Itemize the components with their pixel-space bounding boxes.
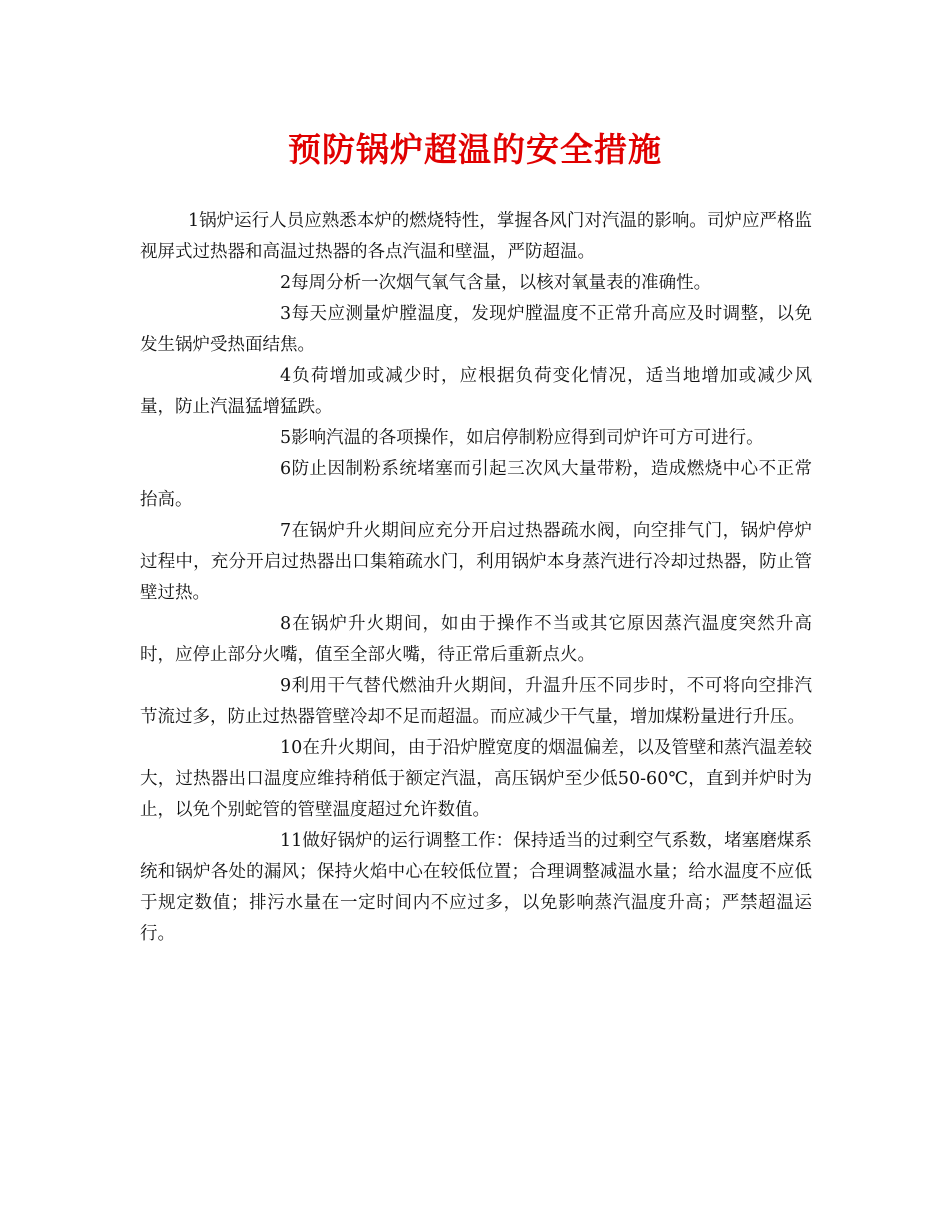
paragraph-8: 8在锅炉升火期间，如由于操作不当或其它原因蒸汽温度突然升高时，应停止部分火嘴，值至全部火嘴，待正常后重新点火。	[140, 614, 812, 665]
document-body	[140, 206, 812, 950]
paragraph-2: 2每周分析一次烟气氧气含量，以核对氧量表的准确性。	[280, 273, 712, 293]
paragraph-11: 11做好锅炉的运行调整工作：保持适当的过剩空气系数，堵塞磨煤系统和锅炉各处的漏风；保持火焰中心在较低位置；合理调整减温水量；给水温度不应低于规定数值；排污水量在一定时间内不应过多，以免影响蒸汽温度升高；严禁超温运行。	[140, 831, 812, 944]
paragraph-10: 10在升火期间，由于沿炉膛宽度的烟温偏差，以及管壁和蒸汽温差较大，过热器出口温度应维持稍低于额定汽温，高压锅炉至少低50-60℃，直到并炉时为止，以免个别蛇管的管壁温度超过允许数值。	[140, 738, 812, 820]
paragraph-1: 1锅炉运行人员应熟悉本炉的燃烧特性，掌握各风门对汽温的影响。司炉应严格监视屏式过热器和高温过热器的各点汽温和壁温，严防超温。	[140, 211, 812, 262]
paragraph-9: 9利用干气替代燃油升火期间，升温升压不同步时，不可将向空排汽节流过多，防止过热器管壁冷却不足而超温。而应减少干气量，增加煤粉量进行升压。	[140, 676, 812, 727]
paragraph-7: 7在锅炉升火期间应充分开启过热器疏水阀，向空排气门，锅炉停炉过程中，充分开启过热器出口集箱疏水门，利用锅炉本身蒸汽进行冷却过热器，防止管壁过热。	[140, 521, 812, 603]
paragraph-6: 6防止因制粉系统堵塞而引起三次风大量带粉，造成燃烧中心不正常抬高。	[140, 459, 812, 510]
paragraph-3: 3每天应测量炉膛温度，发现炉膛温度不正常升高应及时调整，以免发生锅炉受热面结焦。	[140, 304, 812, 355]
document-title: 预防锅炉超温的安全措施	[288, 130, 662, 169]
paragraph-5: 5影响汽温的各项操作，如启停制粉应得到司炉许可方可进行。	[280, 428, 764, 448]
paragraph-4: 4负荷增加或减少时，应根据负荷变化情况，适当地增加或减少风量，防止汽温猛增猛跌。	[140, 366, 812, 417]
